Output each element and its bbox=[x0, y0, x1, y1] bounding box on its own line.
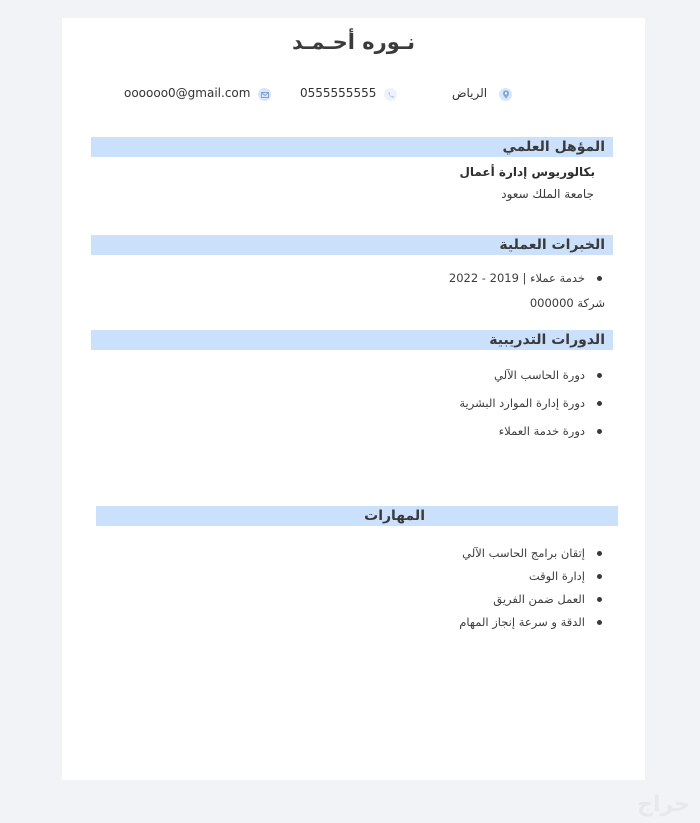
email-text: oooooo0@gmail.com bbox=[124, 86, 251, 100]
list-item: العمل ضمن الفريق bbox=[459, 592, 602, 606]
experience-title: الخبرات العملية bbox=[499, 237, 605, 253]
experience-section-header bbox=[91, 235, 613, 255]
skills-section-header bbox=[96, 506, 618, 526]
experience-item: خدمة عملاء | 2019 - 2022 bbox=[449, 271, 602, 285]
list-item: دورة خدمة العملاء bbox=[459, 424, 602, 438]
city-text: الرياض bbox=[452, 86, 488, 100]
courses-section-header bbox=[91, 330, 613, 350]
courses-list bbox=[459, 368, 602, 438]
skills-title: المهارات bbox=[364, 508, 425, 524]
phone-icon bbox=[384, 88, 397, 101]
watermark-logo: حراج bbox=[637, 792, 690, 817]
contact-city bbox=[452, 86, 487, 100]
list-item: الدقة و سرعة إنجاز المهام bbox=[459, 615, 602, 629]
email-icon bbox=[258, 88, 271, 101]
education-degree: بكالوريوس إدارة أعمال bbox=[459, 165, 595, 179]
list-item: إدارة الوقت bbox=[459, 569, 602, 583]
resume-page bbox=[62, 18, 645, 780]
phone-text: 0555555555 bbox=[300, 86, 377, 100]
list-item: دورة إدارة الموارد البشرية bbox=[459, 396, 602, 410]
contact-phone bbox=[300, 86, 376, 100]
skills-list bbox=[459, 546, 602, 629]
education-university: جامعة الملك سعود bbox=[501, 187, 594, 201]
education-section-header bbox=[91, 137, 613, 157]
experience-company: شركة 000000 bbox=[529, 296, 605, 310]
list-item: دورة الحاسب الآلي bbox=[459, 368, 602, 382]
experience-list bbox=[449, 271, 602, 285]
contact-email bbox=[124, 86, 250, 100]
resume-name: نـوره أحـمـد bbox=[292, 30, 415, 54]
courses-title: الدورات التدريبية bbox=[489, 332, 605, 348]
list-item: إتقان برامج الحاسب الآلي bbox=[459, 546, 602, 560]
location-icon bbox=[499, 88, 512, 101]
education-title: المؤهل العلمي bbox=[502, 139, 605, 155]
